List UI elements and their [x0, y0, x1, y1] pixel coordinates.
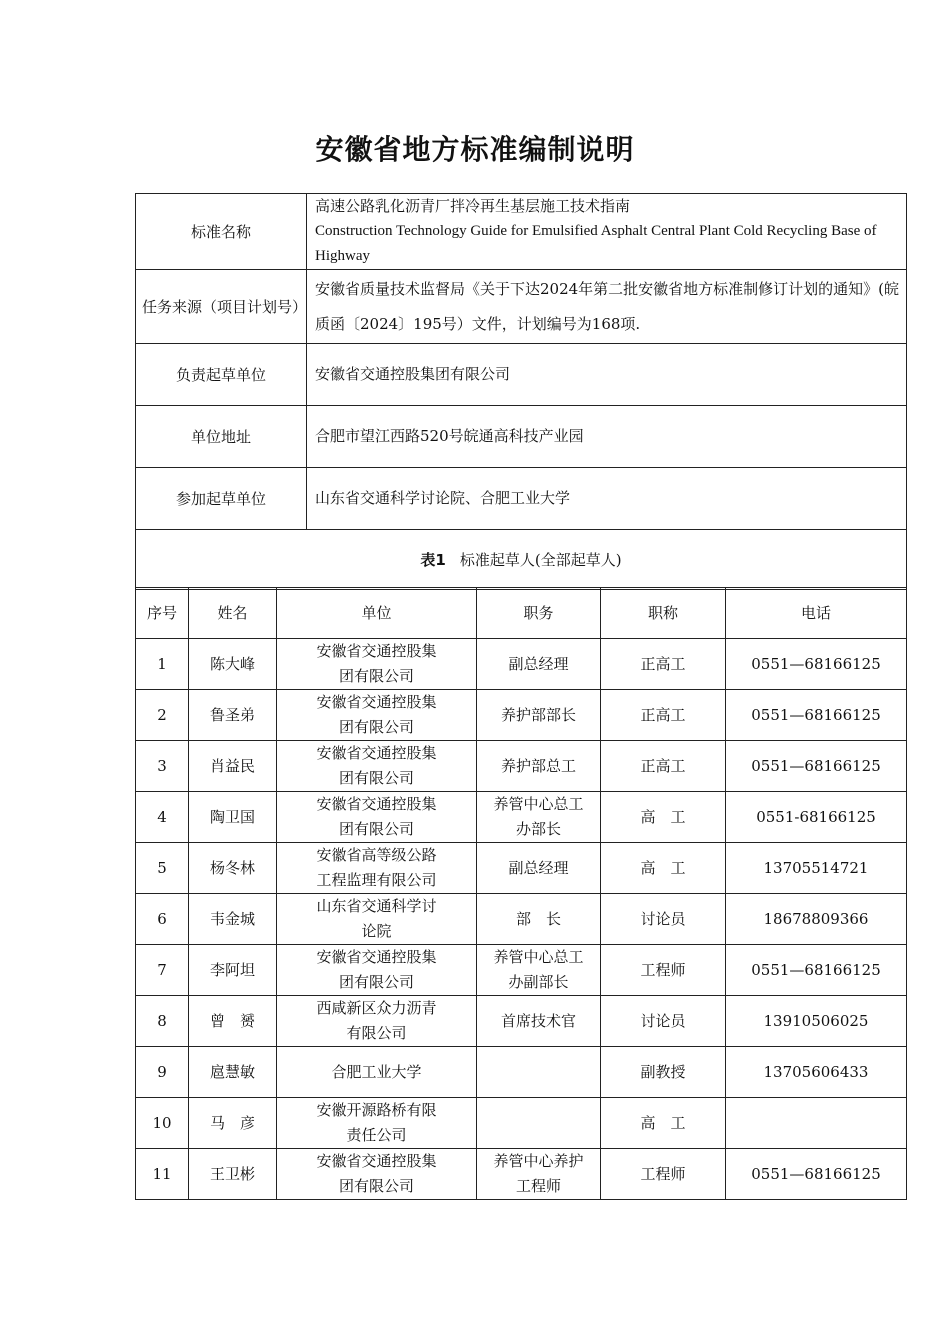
drafter-unit-text: 安徽省交通控股集团有限公司 [316, 693, 437, 736]
drafter-phone-text: 0551—68166125 [751, 1164, 881, 1183]
drafter-post [477, 894, 601, 945]
drafter-post [477, 1047, 601, 1098]
table-row [136, 843, 907, 894]
drafter-name [189, 945, 277, 996]
drafter-title [601, 690, 726, 741]
drafter-name [189, 1149, 277, 1200]
drafter-phone-text: 0551-68166125 [756, 807, 876, 826]
row-participating [136, 468, 907, 530]
drafter-post-text: 养护部总工 [500, 756, 576, 775]
drafter-name [189, 1098, 277, 1149]
drafter-phone [726, 843, 907, 894]
table-caption-number: 表1 [420, 551, 446, 569]
drafter-post-text: 部 长 [515, 909, 561, 928]
drafter-phone [726, 792, 907, 843]
drafter-post [477, 792, 601, 843]
standard-name-en: Construction Technology Guide for Emulsified Asphalt Central Plant Cold Recycling Base of Highway [315, 223, 877, 264]
drafter-phone [726, 1047, 907, 1098]
drafter-title-text: 高 工 [640, 1113, 686, 1132]
drafter-name-text: 扈慧敏 [209, 1062, 255, 1081]
drafter-title [601, 792, 726, 843]
table-row [136, 690, 907, 741]
drafter-name-text: 肖益民 [209, 756, 255, 775]
drafters-table [135, 587, 907, 1200]
table-caption-text: 标准起草人(全部起草人) [459, 551, 622, 569]
table-caption [136, 530, 907, 590]
drafter-phone [726, 1098, 907, 1149]
drafter-post-text: 养护部部长 [500, 705, 576, 724]
drafter-post [477, 690, 601, 741]
drafter-phone-text: 0551—68166125 [751, 705, 881, 724]
row-number-text: 11 [152, 1164, 172, 1183]
row-number [136, 1098, 189, 1149]
drafter-name [189, 843, 277, 894]
drafter-phone-text: 13705514721 [763, 858, 869, 877]
drafter-name-text: 韦金城 [209, 909, 255, 928]
drafter-phone-text: 13910506025 [763, 1011, 869, 1030]
standard-name-cn: 高速公路乳化沥青厂拌冷再生基层施工技术指南 [315, 197, 631, 215]
drafter-title [601, 945, 726, 996]
column-header: 职务 [477, 588, 601, 639]
drafter-phone [726, 690, 907, 741]
table-row [136, 639, 907, 690]
row-number-text: 3 [157, 756, 167, 775]
row-number [136, 1047, 189, 1098]
drafter-unit [277, 639, 477, 690]
drafter-name-text: 杨冬林 [209, 858, 255, 877]
page-title: 安徽省地方标准编制说明 [315, 133, 635, 166]
drafter-phone-text: 0551—68166125 [751, 756, 881, 775]
drafter-unit [277, 894, 477, 945]
drafter-title-text: 讨论员 [640, 909, 686, 928]
standard-info-table [135, 193, 907, 590]
drafter-post [477, 741, 601, 792]
row-number [136, 792, 189, 843]
drafter-name [189, 639, 277, 690]
drafter-title-text: 正高工 [640, 705, 686, 724]
drafter-title [601, 843, 726, 894]
task-source-label: 任务来源（项目计划号） [136, 270, 307, 344]
drafter-post-text: 副总经理 [508, 858, 569, 877]
drafter-post [477, 996, 601, 1047]
drafter-title-text: 高 工 [640, 858, 686, 877]
row-number-text: 5 [157, 858, 167, 877]
drafter-title [601, 1149, 726, 1200]
drafter-title-text: 工程师 [640, 1164, 686, 1183]
drafter-unit-text: 合肥工业大学 [331, 1062, 422, 1081]
row-lead-unit [136, 344, 907, 406]
drafter-phone [726, 894, 907, 945]
table-row [136, 945, 907, 996]
table-row [136, 894, 907, 945]
row-number [136, 690, 189, 741]
drafter-unit-text: 安徽省交通控股集团有限公司 [316, 1152, 437, 1195]
drafter-unit-text: 安徽省交通控股集团有限公司 [316, 948, 437, 991]
drafter-name [189, 690, 277, 741]
drafter-unit [277, 690, 477, 741]
address-label: 单位地址 [136, 406, 307, 468]
drafter-unit [277, 1047, 477, 1098]
drafter-title-text: 正高工 [640, 756, 686, 775]
table-row [136, 996, 907, 1047]
drafter-title-text: 讨论员 [640, 1011, 686, 1030]
drafter-post-text: 副总经理 [508, 654, 569, 673]
row-number-text: 1 [157, 654, 167, 673]
row-standard-name [136, 194, 907, 270]
drafter-unit [277, 843, 477, 894]
drafter-unit-text: 西咸新区众力沥青有限公司 [316, 999, 437, 1042]
drafter-unit [277, 1098, 477, 1149]
drafter-phone [726, 639, 907, 690]
drafter-name-text: 鲁圣弟 [209, 705, 255, 724]
drafter-phone-text: 0551—68166125 [751, 960, 881, 979]
column-header: 职称 [601, 588, 726, 639]
table-row [136, 1098, 907, 1149]
drafter-post [477, 1149, 601, 1200]
row-number-text: 9 [157, 1062, 167, 1081]
row-table-caption [136, 530, 907, 590]
drafter-unit-text: 安徽省高等级公路工程监理有限公司 [316, 846, 437, 889]
drafter-title [601, 1098, 726, 1149]
drafter-phone [726, 945, 907, 996]
drafter-title-text: 正高工 [640, 654, 686, 673]
drafter-phone [726, 996, 907, 1047]
drafter-unit [277, 1149, 477, 1200]
drafter-title [601, 1047, 726, 1098]
drafter-name [189, 741, 277, 792]
standard-name-value [307, 194, 907, 270]
standard-name-label: 标准名称 [136, 194, 307, 270]
drafter-name [189, 894, 277, 945]
drafter-title [601, 741, 726, 792]
table-row [136, 1047, 907, 1098]
participating-value: 山东省交通科学讨论院、合肥工业大学 [307, 468, 907, 530]
drafter-unit-text: 安徽开源路桥有限责任公司 [316, 1101, 437, 1144]
drafter-name [189, 996, 277, 1047]
row-number [136, 639, 189, 690]
drafter-name-text: 曾 赟 [209, 1011, 255, 1030]
address-value: 合肥市望江西路520号皖通高科技产业园 [307, 406, 907, 468]
drafter-name-text: 马 彦 [209, 1113, 255, 1132]
lead-unit-label: 负责起草单位 [136, 344, 307, 406]
column-header: 单位 [277, 588, 477, 639]
table-row [136, 1149, 907, 1200]
drafter-title-text: 高 工 [640, 807, 686, 826]
row-number-text: 10 [152, 1113, 172, 1132]
drafter-title [601, 639, 726, 690]
drafter-unit [277, 792, 477, 843]
row-number-text: 6 [157, 909, 167, 928]
drafter-phone-text: 0551—68166125 [751, 654, 881, 673]
drafter-title-text: 副教授 [640, 1062, 686, 1081]
drafter-post [477, 639, 601, 690]
row-number [136, 996, 189, 1047]
row-number [136, 894, 189, 945]
drafter-phone-text: 13705606433 [763, 1062, 869, 1081]
drafter-unit-text: 山东省交通科学讨论院 [316, 897, 437, 940]
row-number-text: 7 [157, 960, 167, 979]
participating-label: 参加起草单位 [136, 468, 307, 530]
drafter-post [477, 1098, 601, 1149]
drafter-post [477, 945, 601, 996]
row-address [136, 406, 907, 468]
row-number-text: 4 [157, 807, 167, 826]
drafter-title [601, 894, 726, 945]
column-header: 姓名 [189, 588, 277, 639]
task-source-value: 安徽省质量技术监督局《关于下达2024年第二批安徽省地方标准制修订计划的通知》(皖质函〔2024〕195号）文件，计划编号为168项. [307, 270, 907, 344]
drafter-phone-text: 18678809366 [763, 909, 869, 928]
drafter-post [477, 843, 601, 894]
table-row [136, 741, 907, 792]
drafter-name-text: 陈大峰 [209, 654, 255, 673]
drafter-name-text: 李阿坦 [209, 960, 255, 979]
drafter-unit-text: 安徽省交通控股集团有限公司 [316, 642, 437, 685]
drafter-phone [726, 741, 907, 792]
drafter-title-text: 工程师 [640, 960, 686, 979]
column-header: 电话 [726, 588, 907, 639]
drafter-name [189, 792, 277, 843]
drafter-post-text: 养管中心总工办部长 [493, 795, 584, 838]
drafter-unit [277, 741, 477, 792]
drafter-unit-text: 安徽省交通控股集团有限公司 [316, 795, 437, 838]
row-number [136, 843, 189, 894]
drafter-name [189, 1047, 277, 1098]
row-number [136, 741, 189, 792]
drafter-phone [726, 1149, 907, 1200]
drafter-unit [277, 996, 477, 1047]
drafter-post-text: 养管中心总工办副部长 [493, 948, 584, 991]
drafters-table-header [136, 588, 907, 639]
drafter-name-text: 王卫彬 [209, 1164, 255, 1183]
row-task-source [136, 270, 907, 344]
row-number-text: 8 [157, 1011, 167, 1030]
drafter-title [601, 996, 726, 1047]
drafter-post-text: 养管中心养护工程师 [493, 1152, 584, 1195]
lead-unit-value: 安徽省交通控股集团有限公司 [307, 344, 907, 406]
drafter-unit-text: 安徽省交通控股集团有限公司 [316, 744, 437, 787]
drafter-unit [277, 945, 477, 996]
row-number-text: 2 [157, 705, 167, 724]
column-header: 序号 [136, 588, 189, 639]
drafter-name-text: 陶卫国 [209, 807, 255, 826]
row-number [136, 945, 189, 996]
drafter-post-text: 首席技术官 [500, 1011, 576, 1030]
row-number [136, 1149, 189, 1200]
table-row [136, 792, 907, 843]
